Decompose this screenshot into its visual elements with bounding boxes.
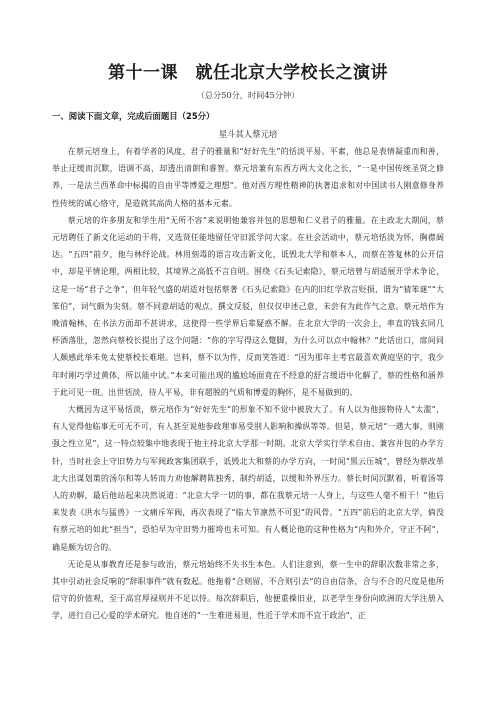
article-title: 星斗其人蔡元培 <box>218 129 278 139</box>
paragraph-1: 在蔡元培身上，有着学者的风度、君子的雅量和“好好先生”的恬淡平易。平素，他总是表情凝重而和善，举止迂缓而沉默，语调不高，却透出清朗和睿智。蔡元培兼有东西方两大文化之长，“一是中国传统圣贤之修养，一是法兰西革命中标揭的自由平等博爱之理想”。他对西方理性精神的执著追求和对中国读书人刚意修身养性传统的诚心恪守，是造就其高尚人格的基本元素。 <box>52 147 444 208</box>
article-body <box>52 143 444 625</box>
paragraph-2: 蔡元培的许多朋友和学生用“无所不容”来说明他兼容并包的思想和仁义君子的雅量。在主政北大期间，蔡元培聘任了新文化运动的干将，又选贤任能地留任守旧派学问大家。在社会活动中，蔡元培恬淡为怀，胸襟阔达。“五四”前夕，他与林纾论战。林用刻毒的语言攻击新文化，诋毁北大学和蔡本人，而蔡在答复林的公开信中，却是平情论理，两相比较，其境界之高低不言自明。围绕《石头记索隐》，蔡元培曾与胡适展开学术争论，这是一场“君子之争”，但年轻气盛的胡适对包括蔡著《石头记索隐》在内的旧红学放言贬损，谓为“猜笨谜”“大笨伯”，词气颇为尖刻。蔡不同意胡适的观点，撰文反驳，但仅仅申述己意，未尝有为此作气之意。蔡元培作为晚清翰林，在书法方面却不甚讲求，这使得一些学界后辈疑惑不解。在北京大学的一次会上，率直的钱玄同几杯酒落肚，忽然向蔡校长提出了这个问题：“你的字写得这么蹩脚，为什么可以点中翰林？”此话出口，席间同人颇感此举未免太使蔡校长难堪。岂料，蔡不以为忤，反而笑答道：“因为那年主考官最喜欢黄庭坚的字，我少年时刚巧学过黄体，所以能中试。”本来可能出现的尴尬场面竟在不经意的舒言缓语中化解了，蔡的性格和涵养于此可见一斑。出世恬淡，待人平易，非有超脱的气质和博爱的胸怀，是不易做到的。 <box>52 215 444 397</box>
score-time-note: （总分50分，时间45分钟） <box>196 90 300 100</box>
paragraph-3: 大概因为这平易恬淡，蔡元培作为“好好先生”的形象不知不觉中被放大了。有人以为他接物待人“太滥”，有人觉得他临事无可无不可，有人甚至说他参政理事易受别人影响和操纵等等。但是，蔡元培“一遇大事，则刚强之性立见”，这一特点较集中地表现于他主持北京大学那一时期。北京大学实行学术自由、兼容并包的办学方针，当时社会上守旧势力与军阀政客集团联手，诋毁北大和蔡的办学方向，一时间“黑云压城”，曾经为蔡改革北大出谋划策的汤尔和等人转而力劝他解聘陈独秀、制约胡适，以缓和外界压力。蔡长时间沉默着，听着汤等人的劝解，最后他站起来决然说道：“北京大学一切的事，都在我蔡元培一人身上，与这些人毫不相干！”他后来发表《洪水与猛兽》一文痛斥军阀，再次表现了“临大节凛然不可犯”的风骨。“五四”前后的北京大学，倘没有蔡元培的如此“担当”，恐怕早为守旧势力摧垮也未可知。有人概论他的这种性格为“内和外介，守正不阿”，确是颇为切合的。 <box>52 405 444 552</box>
section-heading: 一、阅读下面文章，完成后面题目（25分） <box>52 111 215 121</box>
paragraph-4: 无论是从事教育还是参与政治，蔡元培始终不失书生本色。人们注意到，蔡一生中的辞职次数非常之多，其中引动社会反响的“辞职事件”就有数起。他拖着“合则留，不合则引去”的自由信条，合与不合的尺度是他所信守的价值观，至于高官厚禄则并不足以恃。每次辞职后，他便重操旧业，以老学生身份向欧洲的大学注册入学，进行自己心爱的学术研究。他自述的“一生难进易退，性近于学术而不宜于政治”，正 <box>52 559 444 621</box>
lesson-title: 第十一课 就任北京大学校长之演讲 <box>108 63 388 83</box>
